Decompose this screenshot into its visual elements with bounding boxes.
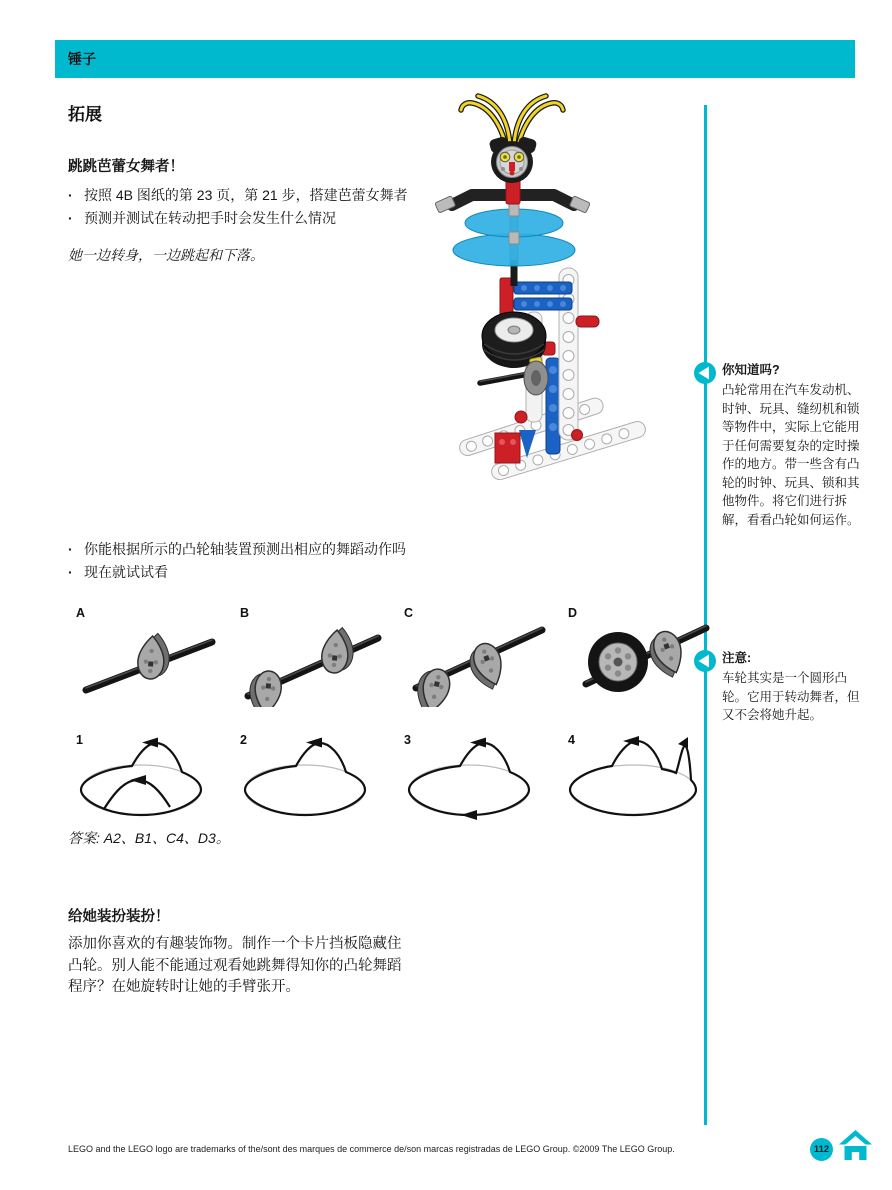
intro-bullet: · 预测并测试在转动把手时会发生什么情况: [68, 207, 454, 230]
cam-diagram-a: [72, 602, 227, 707]
header-bar: [55, 40, 855, 78]
cam-diagram-c: [400, 602, 555, 707]
motion-path-2: [230, 733, 380, 828]
page-title: 拓展: [68, 105, 102, 124]
note-body: 车轮其实是一个圆形凸轮。它用于转动舞者，但又不会将她升起。: [722, 671, 860, 722]
cam-label-d: D: [568, 606, 578, 620]
head: [488, 136, 537, 183]
red-peg: [572, 430, 583, 441]
motion-path-4: [558, 733, 708, 828]
ballerina-model-illustration: [430, 92, 685, 512]
intro-section: [68, 155, 454, 265]
cam-label-b: B: [240, 606, 250, 620]
path-label-1: 1: [76, 733, 83, 747]
note-arrow-icon: [693, 361, 717, 385]
answer-line: 答案: A2、B1、C4、D3。: [68, 830, 230, 846]
cam-section-bullets: [68, 538, 468, 583]
path-label-3: 3: [404, 733, 411, 747]
cam-diagram-d: [564, 602, 719, 707]
note-heading: 你知道吗?: [722, 363, 780, 377]
header-title: 锤子: [68, 51, 96, 67]
intro-bullet: · 按照 4B 图纸的第 23 页，第 21 步，搭建芭蕾女舞者: [68, 184, 454, 207]
dressup-heading: 给她装扮装扮！: [68, 909, 170, 925]
cam-label-c: C: [404, 606, 414, 620]
intro-result-note: 她一边转身，一边跳起和下落。: [68, 247, 264, 263]
red-peg: [515, 411, 527, 423]
motion-path-1: [66, 733, 216, 828]
cam-label-a: A: [76, 606, 86, 620]
note-heading: 注意:: [722, 651, 752, 665]
path-label-2: 2: [240, 733, 247, 747]
red-peg: [576, 316, 599, 327]
dressup-section: [68, 905, 412, 999]
note-body: 凸轮常用在汽车发动机、时钟、玩具、缝纫机和锁等物件中，实际上它能用于任何需要复杂的定时操作的地方。带一些含有凸轮的时钟、玩具、锁和其他物件。将它们进行拆解，看看凸轮如何运作。: [722, 383, 860, 527]
motion-path-3: [394, 733, 544, 828]
footer-legal-text: LEGO and the LEGO logo are trademarks of the/sont des marques de commerce de/son marcas registradas de LEGO Group. ©2009 The LEGO Group.: [68, 1144, 675, 1154]
antennae: [461, 96, 563, 146]
cam-diagram-b: [236, 602, 391, 707]
home-button[interactable]: [839, 1129, 872, 1162]
page-number-badge: 112: [810, 1138, 833, 1161]
cam-bullet: · 现在就试试看: [68, 561, 468, 584]
cam-bullet: · 你能根据所示的凸轮轴装置预测出相应的舞蹈动作吗: [68, 538, 468, 561]
home-icon: [839, 1130, 872, 1160]
dressup-body: 添加你喜欢的有趣装饰物。制作一个卡片挡板隐藏住凸轮。别人能不能通过观看她跳舞得知你的凸轮舞蹈程序？在她旋转时让她的手臂张开。: [68, 936, 402, 995]
caution-note: [722, 648, 866, 725]
path-label-4: 4: [568, 733, 575, 747]
intro-heading: 跳跳芭蕾女舞者！: [68, 159, 184, 175]
wheel: [588, 632, 648, 692]
did-you-know-note: [722, 360, 866, 529]
